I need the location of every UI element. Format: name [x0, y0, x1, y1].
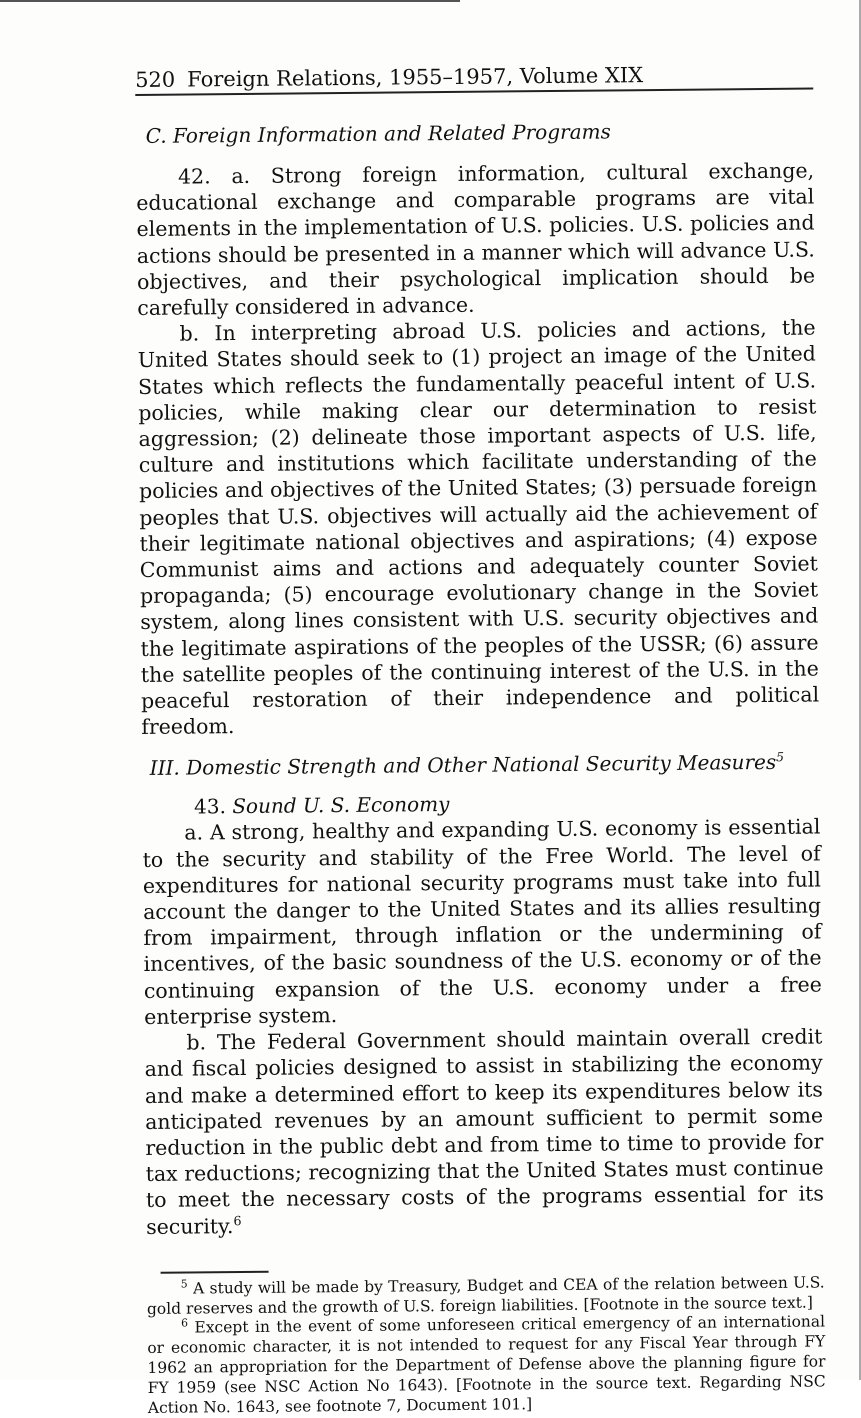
footnote-6: [147, 1313, 826, 1418]
running-header: [135, 59, 813, 96]
footnote-text: Except in the event of some unforeseen critical emergency of an international or economic character, it is not intended to request for any Fiscal Year through FY 1962 an appropriation for the Department of Defense above the planning figure for FY 1959 (see NSC Action No 1643). [Footnote in the source text. Regarding NSC Action No. 1643, see footnote 7, Document 101.]: [147, 1312, 826, 1417]
section-heading-c: C. Foreign Information and Related Programs: [145, 119, 611, 148]
page-number: 520: [135, 67, 176, 92]
page-content: [135, 59, 826, 1418]
footnote-marker: 5: [180, 1277, 188, 1291]
footnote-text: A study will be made by Treasury, Budget and CEA of the relation between U.S. gold reserves and the growth of U.S. foreign liabilities. [Footnote in the source text.]: [146, 1273, 825, 1318]
paragraph-43a: a. A strong, healthy and expanding U.S. economy is essential to the security and stability of the Free World. The level of expenditures for national security programs must take into full account the danger to the United States and its allies resulting from impairment, through inflation or the undermining of incentives, of the basic soundness of the U.S. economy or of the continuing expansion of the U.S. economy under a free enterprise system.: [142, 814, 822, 1029]
scan-edge-top: [0, 0, 460, 2]
footnote-5: [147, 1273, 825, 1319]
running-title: Foreign Relations, 1955–1957, Volume XIX: [187, 63, 644, 92]
footnote-rule: [161, 1270, 269, 1273]
footnote-marker: 6: [181, 1316, 189, 1330]
paragraph-42b: b. In interpreting abroad U.S. policies and actions, the United States should seek to (1) project an image of the United States which reflects the fundamentally peaceful intent of U.S. policies, while making clear our determination to resist aggression; (2) delineate those important aspects of U.S. life, culture and institutions which facilitate understanding of the policies and objectives of the United States; (3) persuade foreign peoples that U.S. objectives will actually aid the achievement of their legitimate national objectives and aspirations; (4) expose Communist aims and actions and adequately counter Soviet propaganda; (5) encourage evolutionary change in the Soviet system, along lines consistent with U.S. security objectives and the legitimate aspirations of the peoples of the USSR; (6) assure the satellite peoples of the continuing interest of the U.S. in the peaceful restoration of their independence and political freedom.: [137, 315, 820, 740]
paragraph-43b-text: b. The Federal Government should maintain overall credit and fiscal policies designed to assist in stabilizing the economy and make a determined effort to keep its expenditures below its anticipated revenues by an amount sufficient to permit some reduction in the public debt and from time to time to provide for tax reductions; recognizing that the United States must continue to meet the necessary costs of the programs essential for its security.: [144, 1024, 824, 1239]
subsection-title: Sound U. S. Economy: [232, 792, 450, 819]
section-heading-iii: [150, 748, 820, 782]
footnote-ref-6[interactable]: 6: [233, 1212, 242, 1228]
footnote-ref-5[interactable]: 5: [776, 749, 785, 765]
section-heading-iii-text: III. Domestic Strength and Other National Security Measures: [149, 750, 777, 781]
subsection-number: 43.: [193, 794, 227, 819]
paragraph-42a: 42. a. Strong foreign information, cultural exchange, educational exchange and comparable programs are vital elements in the implementation of U.S. policies. U.S. policies and actions should be presented in a manner which will advance U.S. objectives, and their psychological implication should be carefully considered in advance.: [136, 158, 816, 321]
paragraph-43b: [144, 1024, 824, 1240]
